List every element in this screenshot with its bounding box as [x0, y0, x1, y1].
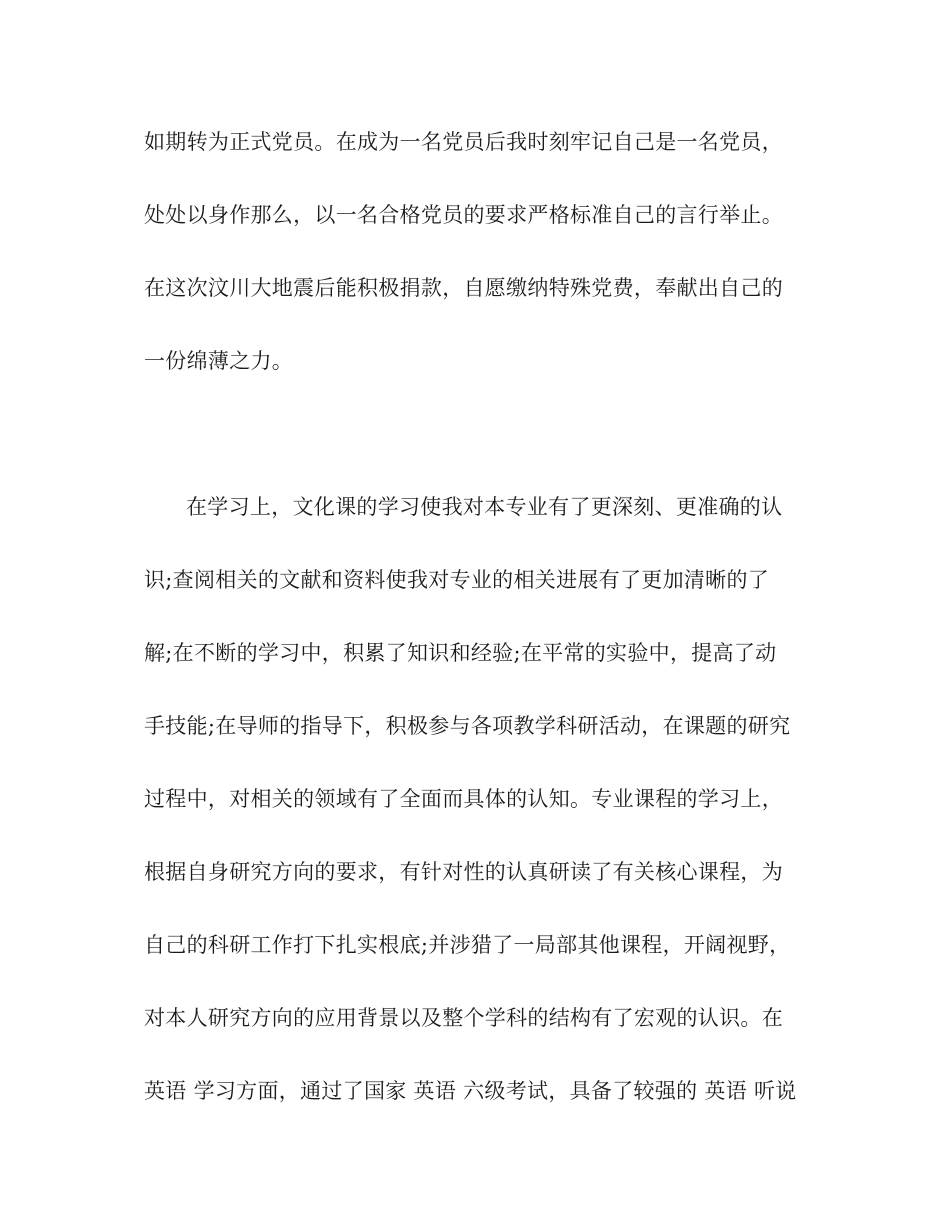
text-line: 过程中，对相关的领域有了全面而具体的认知。专业课程的学习上， — [144, 787, 783, 811]
text-line: 识;查阅相关的文献和资料使我对专业的相关进展有了更加清晰的了 — [144, 568, 770, 592]
text-line: 对本人研究方向的应用背景以及整个学科的结构有了宏观的认识。在 — [144, 1006, 783, 1030]
text-line: 解;在不断的学习中，积累了知识和经验;在平常的实验中，提高了动 — [144, 641, 777, 665]
text-line: 自己的科研工作打下扎实根底;并涉猎了一局部其他课程，开阔视野， — [144, 933, 791, 957]
text-line: 在学习上，文化课的学习使我对本专业有了更深刻、更准确的认 — [186, 495, 783, 519]
text-line: 根据自身研究方向的要求，有针对性的认真研读了有关核心课程，为 — [144, 860, 783, 884]
text-line: 如期转为正式党员。在成为一名党员后我时刻牢记自己是一名党员， — [144, 130, 783, 154]
text-line: 在这次汶川大地震后能积极捐款，自愿缴纳特殊党费，奉献出自己的 — [144, 276, 783, 300]
text-line: 一份绵薄之力。 — [144, 349, 294, 373]
text-line: 处处以身作那么，以一名合格党员的要求严格标准自己的言行举止。 — [144, 203, 783, 227]
text-line: 手技能;在导师的指导下，积极参与各项教学科研活动，在课题的研究 — [144, 714, 791, 738]
text-line: 英语 学习方面，通过了国家 英语 六级考试，具备了较强的 英语 听说 — [144, 1079, 797, 1103]
